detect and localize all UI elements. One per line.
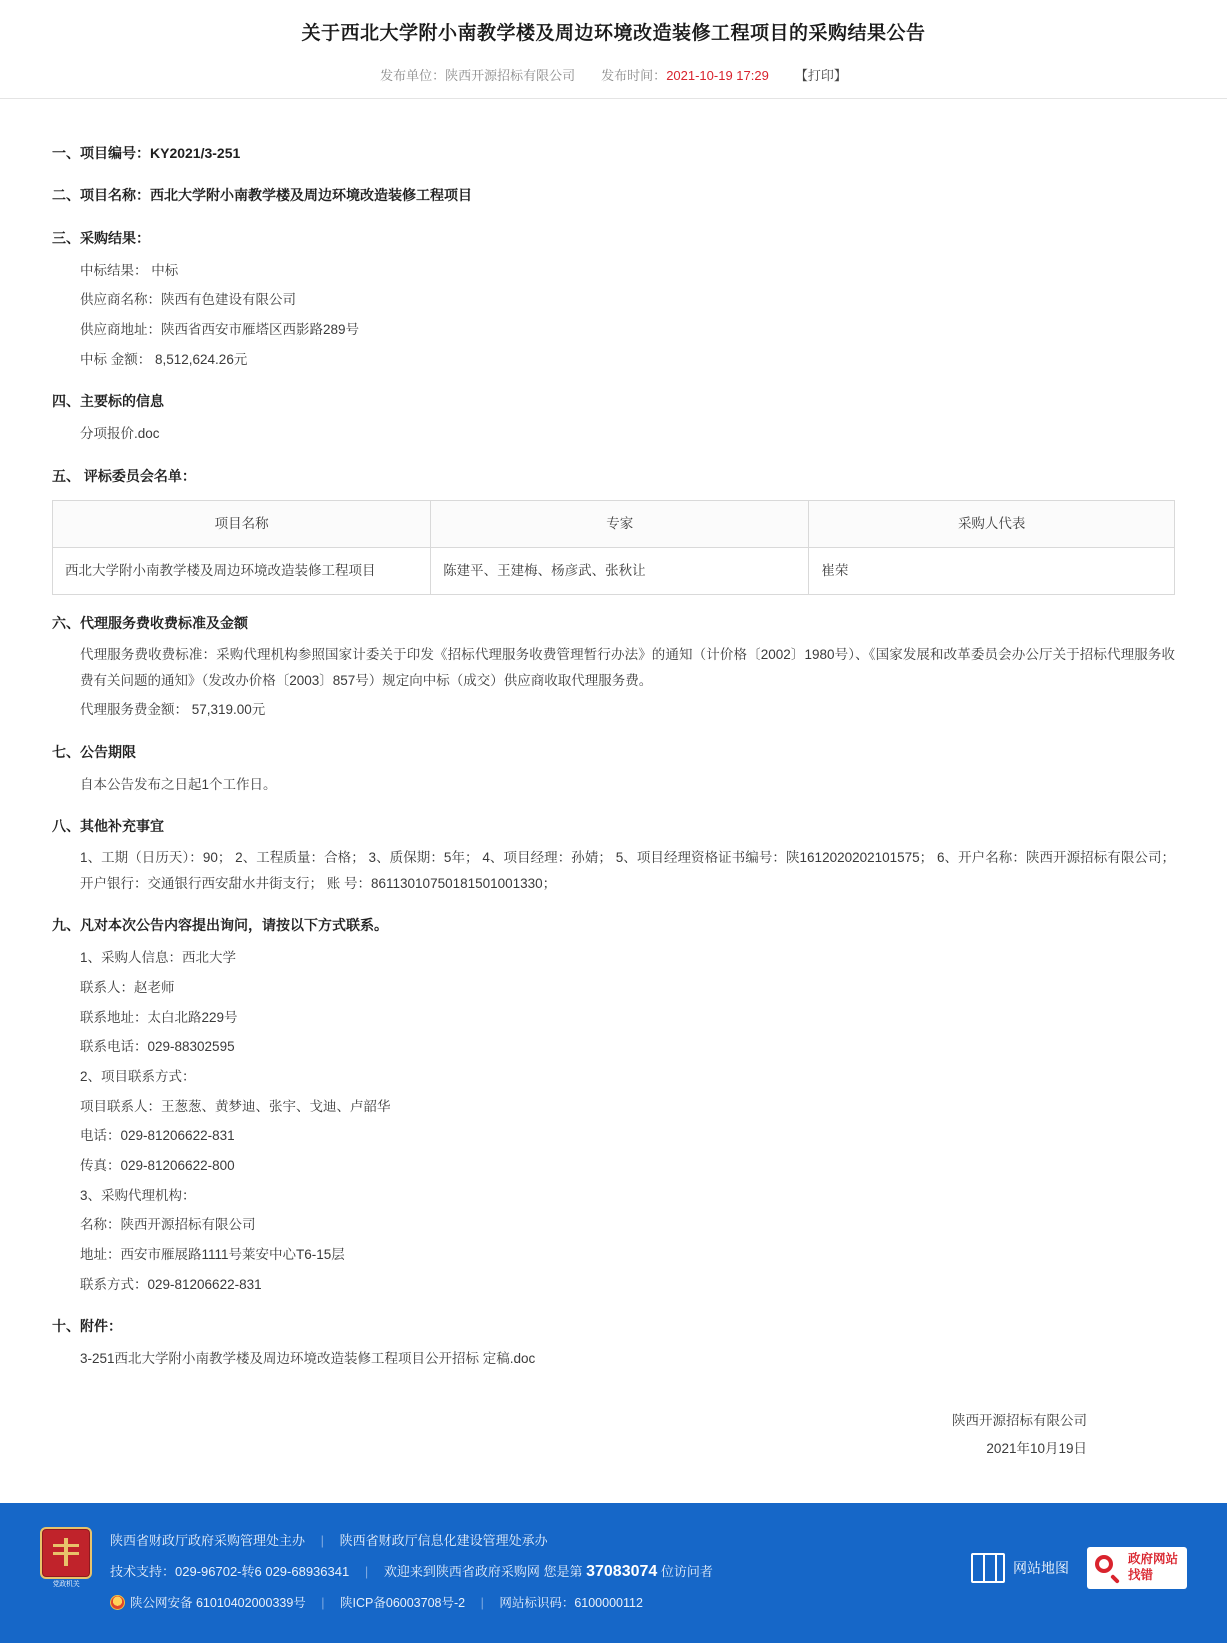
section-8-heading: 八、其他补充事宜 bbox=[52, 818, 164, 835]
publisher-value: 陕西开源招标有限公司 bbox=[445, 67, 576, 83]
section-6-heading: 六、代理服务费收费标准及金额 bbox=[52, 614, 248, 631]
column-header-buyer-rep: 采购人代表 bbox=[809, 501, 1175, 548]
footer-right-links bbox=[971, 1521, 1187, 1588]
footer-undertaker: 陕西省财政厅信息化建设管理处承办 bbox=[339, 1533, 548, 1549]
signature-block bbox=[52, 1407, 1175, 1464]
footer-visitor-text: 欢迎来到陕西省政府采购网 您是第 bbox=[383, 1564, 583, 1580]
sitemap-link[interactable] bbox=[971, 1553, 1069, 1583]
document-body bbox=[0, 99, 1227, 1504]
project-number-value: KY2021/3-251 bbox=[150, 144, 241, 161]
visitor-count: 37083074 bbox=[586, 1563, 658, 1581]
gov-error-line1: 政府网站 bbox=[1127, 1552, 1178, 1567]
footer-text-block bbox=[110, 1521, 953, 1616]
footer-visitor-suffix: 位访问者 bbox=[660, 1564, 713, 1580]
footer-divider-icon-2: | bbox=[364, 1564, 369, 1580]
buyer-info: 1、采购人信息：西北大学 bbox=[80, 950, 237, 966]
footer-line-organizers bbox=[110, 1527, 953, 1555]
supplementary-notes: 1、工期（日历天）：90； 2、工程质量：合格； 3、质保期：5年； 4、项目经理：孙婧； 5、项目经理资格证书编号：陕1612020202101575； 6、开户名称：陕西开源招标有限公司； 开户银行：交通银行西安甜水井街支行； 账 号：86113010750181501001330； bbox=[80, 849, 1175, 892]
footer-line-support bbox=[110, 1555, 953, 1589]
project-name-value: 西北大学附小南教学楼及周边环境改造装修工程项目 bbox=[150, 187, 472, 204]
seal-label: 党政机关 bbox=[52, 1581, 80, 1589]
table-row bbox=[53, 548, 1175, 595]
document-meta bbox=[40, 65, 1187, 84]
cell-project-name: 西北大学附小南教学楼及周边环境改造装修工程项目 bbox=[53, 548, 431, 595]
attachment-itemized-quote[interactable]: 分项报价.doc bbox=[80, 426, 160, 442]
section-9-heading: 九、凡对本次公告内容提出询问，请按以下方式联系。 bbox=[52, 917, 388, 934]
footer-line-icp bbox=[110, 1590, 953, 1617]
attachment-tender-doc[interactable]: 3-251西北大学附小南教学楼及周边环境改造装修工程项目公开招标 定稿.doc bbox=[80, 1350, 536, 1366]
signature-org: 陕西开源招标有限公司 bbox=[952, 1412, 1087, 1428]
buyer-contact-address: 联系地址：太白北路229号 bbox=[80, 1009, 238, 1025]
project-contact-fax: 传真：029-81206622-800 bbox=[80, 1157, 235, 1173]
print-link[interactable]: 【打印】 bbox=[794, 67, 847, 83]
project-contact-phone: 电话：029-81206622-831 bbox=[80, 1128, 235, 1144]
section-1-label: 一、项目编号： bbox=[52, 144, 150, 161]
project-contact-persons: 项目联系人：王葱葱、黄梦迪、张宇、戈迪、卢韶华 bbox=[80, 1098, 391, 1114]
buyer-contact-phone: 联系电话：029-88302595 bbox=[80, 1039, 235, 1055]
document-header bbox=[0, 0, 1227, 99]
agency-name: 名称：陕西开源招标有限公司 bbox=[80, 1217, 256, 1233]
publisher-info bbox=[380, 65, 575, 84]
publish-time-info bbox=[601, 65, 769, 84]
section-10-heading: 十、附件： bbox=[52, 1318, 122, 1335]
cell-buyer-rep: 崔荣 bbox=[809, 548, 1175, 595]
agency-contact: 联系方式：029-81206622-831 bbox=[80, 1276, 262, 1292]
section-1-heading bbox=[52, 139, 1175, 168]
project-contact-heading: 2、项目联系方式： bbox=[80, 1068, 196, 1084]
column-header-experts: 专家 bbox=[431, 501, 809, 548]
section-4-heading: 四、主要标的信息 bbox=[52, 393, 164, 410]
agency-fee-standard: 代理服务费收费标准：采购代理机构参照国家计委关于印发《招标代理服务收费管理暂行办法》的通知（计价格〔2002〕1980号）、《国家发展和改革委员会办公厅关于招标代理服务收费有关问题的通知》（发改办价格〔2003〕857号）规定向中标（成交）供应商收取代理服务费。 bbox=[80, 646, 1175, 688]
section-2-label: 二、项目名称： bbox=[52, 187, 150, 204]
publisher-label: 发布单位： bbox=[380, 67, 446, 83]
supplier-name: 供应商名称：陕西有色建设有限公司 bbox=[80, 292, 296, 308]
publish-time-label: 发布时间： bbox=[601, 67, 667, 83]
buyer-contact-person: 联系人：赵老师 bbox=[80, 979, 175, 995]
cell-experts: 陈建平、王建梅、杨彦武、张秋让 bbox=[431, 548, 809, 595]
footer-divider-icon: | bbox=[320, 1533, 325, 1549]
police-beian-text[interactable]: 陕公网安备 61010402000339号 bbox=[130, 1595, 306, 1610]
evaluation-committee-table bbox=[52, 500, 1175, 594]
footer-divider-icon-3: | bbox=[321, 1595, 325, 1610]
magnifier-icon bbox=[1095, 1555, 1121, 1581]
footer-tech-support: 技术支持：029-96702-转6 029-68936341 bbox=[110, 1564, 350, 1580]
government-seal-icon bbox=[40, 1527, 92, 1589]
page-title: 关于西北大学附小南教学楼及周边环境改造装修工程项目的采购结果公告 bbox=[301, 23, 926, 44]
gov-error-line2: 找错 bbox=[1127, 1567, 1153, 1582]
publish-time-value: 2021-10-19 17:29 bbox=[666, 67, 769, 83]
agency-address: 地址：西安市雁展路1111号莱安中心T6-15层 bbox=[80, 1246, 345, 1262]
police-beian-icon bbox=[110, 1595, 125, 1610]
agency-heading: 3、采购代理机构： bbox=[80, 1187, 196, 1203]
agency-fee-amount: 代理服务费金额： 57,319.00元 bbox=[80, 702, 266, 718]
section-7-heading: 七、公告期限 bbox=[52, 743, 136, 760]
site-footer bbox=[0, 1503, 1227, 1643]
table-header-row bbox=[53, 501, 1175, 548]
supplier-address: 供应商地址：陕西省西安市雁塔区西影路289号 bbox=[80, 322, 360, 338]
section-3-heading: 三、采购结果： bbox=[52, 230, 150, 247]
site-identifier-text: 网站标识码：6100000112 bbox=[499, 1595, 643, 1610]
map-icon bbox=[971, 1553, 1005, 1583]
section-2-heading bbox=[52, 181, 1175, 210]
section-5-heading: 五、 评标委员会名单： bbox=[52, 467, 196, 484]
column-header-project: 项目名称 bbox=[53, 501, 431, 548]
result-status: 中标结果： 中标 bbox=[80, 262, 179, 278]
sitemap-label: 网站地图 bbox=[1012, 1559, 1069, 1576]
footer-divider-icon-4: | bbox=[480, 1595, 484, 1610]
announcement-period: 自本公告发布之日起1个工作日。 bbox=[80, 776, 277, 792]
gov-error-report-button[interactable] bbox=[1087, 1547, 1187, 1588]
icp-text[interactable]: 陕ICP备06003708号-2 bbox=[340, 1595, 466, 1610]
signature-date: 2021年10月19日 bbox=[986, 1440, 1087, 1456]
gov-error-label bbox=[1128, 1552, 1178, 1583]
footer-host: 陕西省财政厅政府采购管理处主办 bbox=[110, 1533, 306, 1549]
winning-amount: 中标 金额： 8,512,624.26元 bbox=[80, 351, 248, 367]
